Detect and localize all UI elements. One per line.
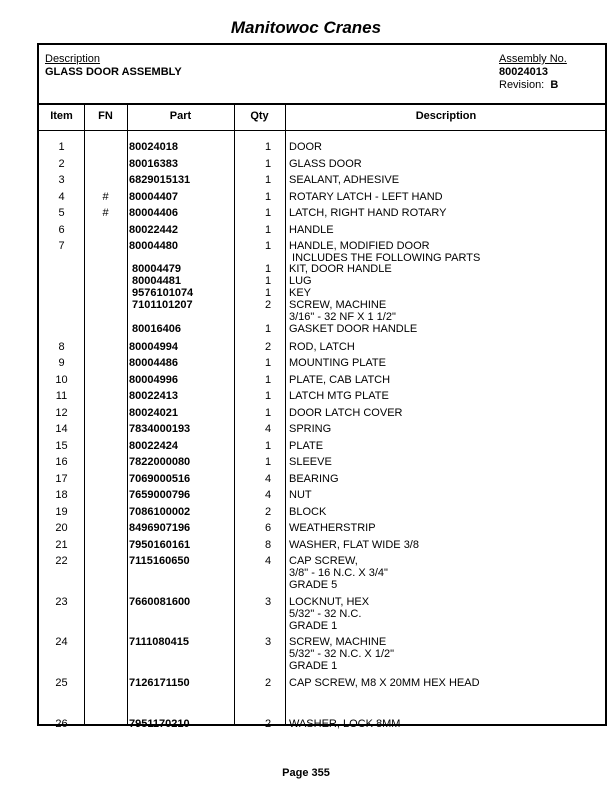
row-qty: 1 [264,440,272,452]
row-part-number: 7951170210 [129,718,190,730]
row-qty: 3 [264,596,272,608]
row-item: 22 [55,555,68,567]
row-description: SPRING [289,423,332,435]
row-qty: 8 [264,539,272,551]
row-qty: 4 [264,555,272,567]
row-description: SCREW, MACHINE 5/32" - 32 N.C. X 1/2" GRADE 1 [289,636,395,672]
row-description: HANDLE [289,224,334,236]
row-qty: 2 [264,299,272,311]
column-header-item: Item [50,110,73,122]
row-part-number: 7659000796 [129,489,191,501]
assembly-description [45,53,182,79]
column-divider [285,105,286,724]
revision-label: Revision: [499,79,545,91]
row-qty: 4 [264,423,272,435]
column-header-part: Part [169,110,192,122]
row-qty: 1 [264,141,272,153]
row-description: GLASS DOOR [289,158,362,170]
row-description: KEY [289,287,312,299]
row-description: CAP SCREW, M8 X 20MM HEX HEAD [289,677,480,689]
row-item: 11 [55,390,68,402]
row-part-number: 7086100002 [129,506,191,518]
row-part-number: 7101101207 [132,299,193,311]
row-qty: 1 [264,174,272,186]
row-qty: 2 [264,506,272,518]
row-part-number: 7660081600 [129,596,191,608]
row-item: 9 [58,357,65,369]
row-part-number: 80016383 [129,158,178,170]
row-qty: 2 [264,341,272,353]
row-part-number: 7126171150 [129,677,190,689]
row-item: 25 [55,677,68,689]
row-description: WASHER, FLAT WIDE 3/8 [289,539,419,551]
row-description: DOOR [289,141,322,153]
row-part-number: 80024018 [129,141,178,153]
row-qty: 2 [264,677,272,689]
column-divider [234,105,235,724]
row-item: 5 [58,207,65,219]
row-part-number: 7115160650 [129,555,190,567]
row-item: 19 [55,506,68,518]
row-item: 14 [55,423,68,435]
row-fn: # [102,191,109,203]
row-qty: 1 [264,323,272,335]
row-description: SLEEVE [289,456,332,468]
row-qty: 1 [264,456,272,468]
row-description: LATCH MTG PLATE [289,390,389,402]
row-item: 16 [55,456,68,468]
row-part-number: 80004479 [132,263,181,275]
brand-title: Manitowoc Cranes [230,18,382,37]
page-number: Page 355 [282,767,330,779]
row-description: CAP SCREW, 3/8" - 16 N.C. X 3/4" GRADE 5 [289,555,388,591]
column-header-divider [39,130,605,131]
row-item: 18 [55,489,68,501]
row-part-number: 9576101074 [132,287,194,299]
row-part-number: 7069000516 [129,473,191,485]
column-header-fn: FN [98,110,113,122]
row-qty: 1 [264,407,272,419]
row-description: SCREW, MACHINE 3/16" - 32 NF X 1 1/2" [289,299,396,323]
row-part-number: 7822000080 [129,456,191,468]
row-qty: 1 [264,287,272,299]
row-part-number: 80022413 [129,390,178,402]
row-item: 23 [55,596,68,608]
row-description: HANDLE, MODIFIED DOOR INCLUDES THE FOLLOWING PARTS [289,240,481,264]
row-description: KIT, DOOR HANDLE [289,263,392,275]
row-description: SEALANT, ADHESIVE [289,174,400,186]
row-part-number: 80004480 [129,240,178,252]
row-qty: 1 [264,207,272,219]
assembly-value: 80024013 [499,66,548,78]
row-part-number: 7950160161 [129,539,191,551]
row-part-number: 7834000193 [129,423,191,435]
row-part-number: 80004486 [129,357,178,369]
row-item: 15 [55,440,68,452]
row-part-number: 80022424 [129,440,178,452]
row-part-number: 80004407 [129,191,178,203]
row-item: 2 [58,158,65,170]
row-description: PLATE, CAB LATCH [289,374,391,386]
row-description: GASKET DOOR HANDLE [289,323,418,335]
row-part-number: 80022442 [129,224,178,236]
row-description: BLOCK [289,506,327,518]
column-divider [127,105,128,724]
row-part-number: 80004481 [132,275,181,287]
row-description: MOUNTING PLATE [289,357,386,369]
row-qty: 4 [264,489,272,501]
row-qty: 3 [264,636,272,648]
row-item: 26 [55,718,68,730]
row-item: 17 [55,473,68,485]
row-qty: 1 [264,275,272,287]
description-value: GLASS DOOR ASSEMBLY [45,66,182,78]
row-item: 6 [58,224,65,236]
row-item: 21 [55,539,68,551]
row-qty: 1 [264,390,272,402]
header-divider [39,103,605,105]
assembly-number-block [499,53,567,92]
row-description: PLATE [289,440,324,452]
row-item: 7 [58,240,65,252]
parts-table [37,43,607,730]
row-qty: 1 [264,224,272,236]
row-part-number: 80024021 [129,407,178,419]
row-description: BEARING [289,473,339,485]
row-qty: 6 [264,522,272,534]
row-qty: 1 [264,158,272,170]
row-part-number: 6829015131 [129,174,191,186]
row-part-number: 80004996 [129,374,178,386]
column-header-qty: Qty [250,110,269,122]
row-item: 12 [55,407,68,419]
row-qty: 2 [264,718,272,730]
row-item: 4 [58,191,65,203]
row-qty: 1 [264,240,272,252]
row-part-number: 8496907196 [129,522,191,534]
row-fn: # [102,207,109,219]
row-description: DOOR LATCH COVER [289,407,403,419]
description-label: Description [45,53,101,65]
row-part-number: 80004406 [129,207,178,219]
row-item: 8 [58,341,65,353]
row-part-number: 80004994 [129,341,178,353]
row-qty: 1 [264,374,272,386]
row-qty: 1 [264,191,272,203]
row-description: WASHER, LOCK 8MM [289,718,401,730]
assembly-label: Assembly No. [499,53,567,65]
row-description: LATCH, RIGHT HAND ROTARY [289,207,447,219]
revision [499,79,567,92]
row-qty: 1 [264,357,272,369]
row-qty: 1 [264,263,272,275]
row-item: 3 [58,174,65,186]
row-description: ROTARY LATCH - LEFT HAND [289,191,443,203]
row-description: WEATHERSTRIP [289,522,376,534]
column-header-description: Description [415,110,477,122]
row-part-number: 80016406 [132,323,181,335]
revision-value: B [550,79,559,91]
row-description: LOCKNUT, HEX 5/32" - 32 N.C. GRADE 1 [289,596,370,632]
row-description: NUT [289,489,312,501]
row-item: 24 [55,636,68,648]
row-item: 10 [55,374,68,386]
row-description: ROD, LATCH [289,341,355,353]
row-qty: 4 [264,473,272,485]
row-item: 20 [55,522,68,534]
row-part-number: 7111080415 [129,636,189,648]
row-item: 1 [58,141,65,153]
row-description: LUG [289,275,312,287]
